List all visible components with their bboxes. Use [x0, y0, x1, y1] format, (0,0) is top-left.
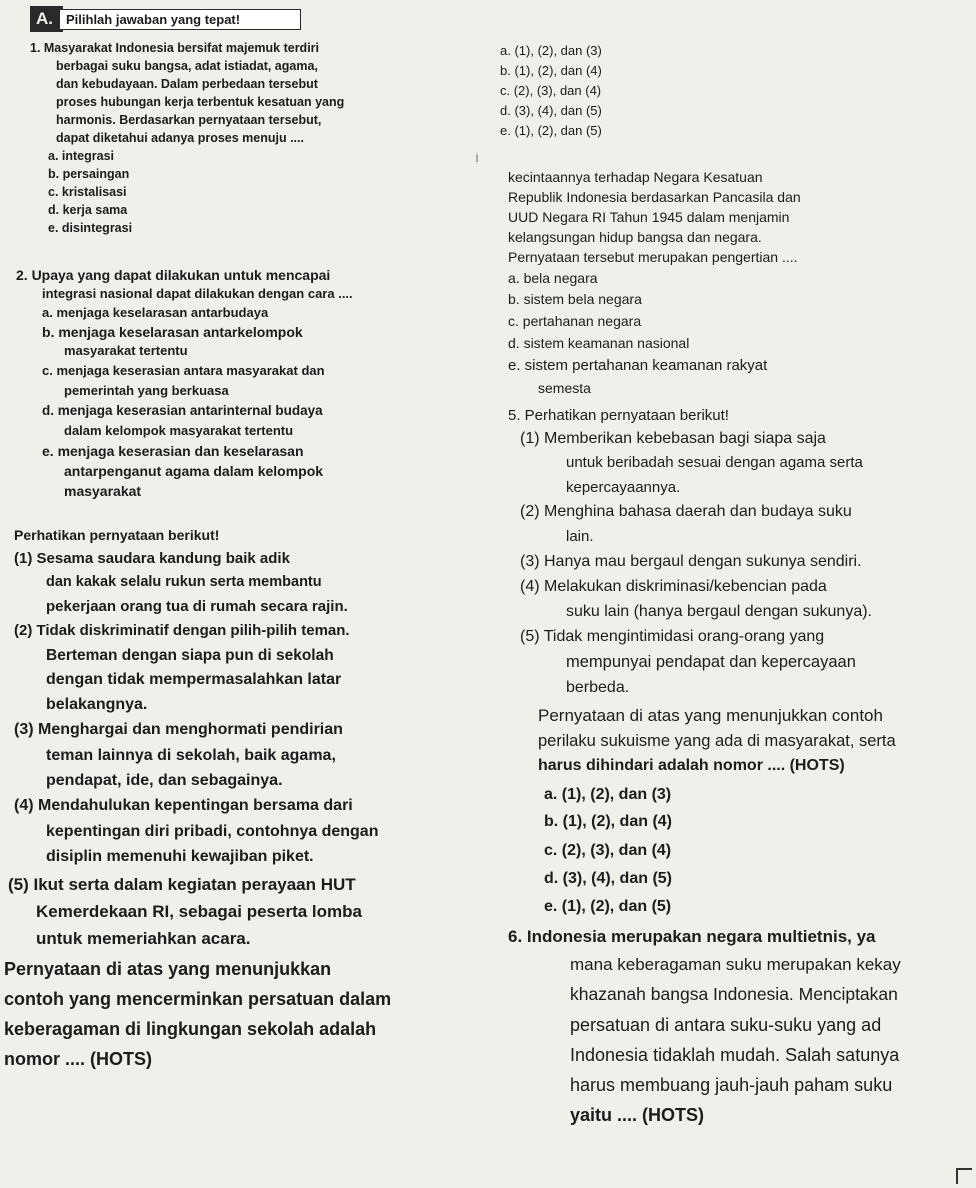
q6-line-5: harus membuang jauh-jauh paham suku	[570, 1075, 893, 1095]
q6-line-3: persatuan di antara suku-suku yang ad	[570, 1015, 882, 1035]
q6-line-4: Indonesia tidaklah mudah. Salah satunya	[570, 1045, 900, 1065]
q4-line-3: UUD Negara RI Tahun 1945 dalam menjamin	[508, 209, 790, 225]
q3-line-15: Kemerdekaan RI, sebagai peserta lomba	[36, 902, 362, 921]
q5-line-4: (2) Menghina bahasa daerah dan budaya suku	[520, 503, 852, 520]
page-corner-mark	[956, 1168, 972, 1184]
q5-line-9: (5) Tidak mengintimidasi orang-orang yang	[520, 628, 825, 645]
q3-line-13: disiplin memenuhi kewajiban piket.	[46, 848, 314, 865]
q1-answer-e: e. (1), (2), dan (5)	[500, 123, 602, 138]
q1-line-4: harmonis. Berdasarkan pernyataan tersebut,	[56, 113, 322, 127]
q3-line-1: (1) Sesama saudara kandung baik adik	[14, 550, 290, 567]
q2-line-9: e. menjaga keserasian dan keselarasan	[42, 443, 304, 459]
q1-option-a: a. integrasi	[48, 149, 114, 163]
q4-line-5: Pernyataan tersebut merupakan pengertian ....	[508, 249, 798, 265]
q1-answer-d: d. (3), (4), dan (5)	[500, 103, 602, 118]
q2-line-10: antarpenganut agama dalam kelompok	[64, 463, 324, 479]
q3-line-16: untuk memeriahkan acara.	[36, 929, 251, 948]
q4-option-e-cont: semesta	[538, 380, 591, 396]
q2-line-3: b. menjaga keselarasan antarkelompok	[42, 324, 303, 340]
section-letter: A.	[30, 6, 63, 32]
q5-line-13: perilaku sukuisme yang ada di masyarakat, serta	[538, 732, 896, 750]
q2-line-7: d. menjaga keserasian antarinternal budaya	[42, 403, 323, 418]
q2-line-6: pemerintah yang berkuasa	[64, 383, 229, 398]
q5-option-b: b. (1), (2), dan (4)	[544, 813, 672, 830]
q2-line-5: c. menjaga keserasian antara masyarakat dan	[42, 363, 325, 378]
q1-answer-b: b. (1), (2), dan (4)	[500, 63, 602, 78]
q2-line-11: masyarakat	[64, 483, 142, 499]
q3-line-12: kepentingan diri pribadi, contohnya dengan	[46, 823, 379, 840]
q3-line-6: dengan tidak mempermasalahkan latar	[46, 671, 342, 688]
q5-line-7: (4) Melakukan diskriminasi/kebencian pada	[520, 578, 827, 595]
q5-line-1: (1) Memberikan kebebasan bagi siapa saja	[520, 430, 826, 447]
q3-line-20: nomor .... (HOTS)	[4, 1049, 152, 1069]
q1-line-3: proses hubungan kerja terbentuk kesatuan yang	[56, 95, 345, 109]
q1-option-b: b. persaingan	[48, 167, 130, 181]
q1-answer-a: a. (1), (2), dan (3)	[500, 43, 602, 58]
q1-answer-c: c. (2), (3), dan (4)	[500, 83, 602, 98]
q6-line-2: khazanah bangsa Indonesia. Menciptakan	[570, 984, 898, 1004]
q1-line-2: dan kebudayaan. Dalam perbedaan tersebut	[56, 77, 318, 91]
q2-line-4: masyarakat tertentu	[64, 343, 188, 358]
q4-line-2: Republik Indonesia berdasarkan Pancasila dan	[508, 189, 801, 205]
section-header	[30, 6, 301, 32]
q6-line-6: yaitu .... (HOTS)	[570, 1105, 705, 1125]
q2-line-2: a. menjaga keselarasan antarbudaya	[42, 305, 269, 320]
q5-line-0: 5. Perhatikan pernyataan berikut!	[508, 407, 729, 424]
q4-line-0: 4. Sikap dan perilaku warga negara yang dijiwai	[476, 149, 478, 165]
q5-line-14: harus dihindari adalah nomor .... (HOTS)	[538, 757, 845, 774]
q4-option-d: d. sistem keamanan nasional	[508, 335, 690, 351]
q4-option-c: c. pertahanan negara	[508, 313, 642, 329]
q3-line-0: Perhatikan pernyataan berikut!	[14, 527, 220, 543]
q5-line-10: mempunyai pendapat dan kepercayaan	[566, 653, 856, 671]
q2-line-0: 2. Upaya yang dapat dilakukan untuk mencapai	[16, 267, 331, 283]
q1-line-0: 1. Masyarakat Indonesia bersifat majemuk terdiri	[30, 41, 320, 55]
q3-line-4: (2) Tidak diskriminatif dengan pilih-pilih teman.	[14, 622, 350, 639]
q5-line-6: (3) Hanya mau bergaul dengan sukunya sendiri.	[520, 553, 862, 570]
q5-line-2: untuk beribadah sesuai dengan agama serta	[566, 454, 863, 471]
q3-line-9: teman lainnya di sekolah, baik agama,	[46, 747, 336, 764]
q3-line-17: Pernyataan di atas yang menunjukkan	[4, 959, 332, 979]
q1-option-e: e. disintegrasi	[48, 221, 133, 235]
q3-line-18: contoh yang mencerminkan persatuan dalam	[4, 989, 392, 1009]
q3-line-11: (4) Mendahulukan kepentingan bersama dari	[14, 797, 353, 814]
q4-option-e: e. sistem pertahanan keamanan rakyat	[508, 357, 768, 374]
q3-line-5: Berteman dengan siapa pun di sekolah	[46, 647, 334, 664]
q1-option-c: c. kristalisasi	[48, 185, 127, 199]
q3-line-3: pekerjaan orang tua di rumah secara rajin.	[46, 598, 348, 615]
q1-option-d: d. kerja sama	[48, 203, 128, 217]
q3-line-8: (3) Menghargai dan menghormati pendirian	[14, 721, 343, 738]
q6-line-0: 6. Indonesia merupakan negara multietnis, ya	[508, 927, 876, 946]
q5-line-12: Pernyataan di atas yang menunjukkan contoh	[538, 706, 883, 725]
q6-line-1: mana keberagaman suku merupakan kekay	[570, 955, 901, 974]
q3-line-14: (5) Ikut serta dalam kegiatan perayaan HUT	[8, 875, 356, 894]
q5-line-8: suku lain (hanya bergaul dengan sukunya).	[566, 603, 872, 620]
q5-line-11: berbeda.	[566, 679, 630, 696]
q5-option-a: a. (1), (2), dan (3)	[544, 786, 672, 803]
q3-line-19: keberagaman di lingkungan sekolah adalah	[4, 1019, 377, 1039]
section-title: Pilihlah jawaban yang tepat!	[59, 9, 301, 30]
q2-line-8: dalam kelompok masyarakat tertentu	[64, 423, 294, 438]
q5-line-3: kepercayaannya.	[566, 479, 681, 496]
q3-line-10: pendapat, ide, dan sebagainya.	[46, 772, 283, 789]
q4-option-b: b. sistem bela negara	[508, 291, 642, 307]
q5-option-d: d. (3), (4), dan (5)	[544, 870, 672, 887]
q3-line-2: dan kakak selalu rukun serta membantu	[46, 574, 322, 590]
q5-option-c: c. (2), (3), dan (4)	[544, 842, 672, 859]
q4-line-1: kecintaannya terhadap Negara Kesatuan	[508, 169, 763, 185]
q4-line-4: kelangsungan hidup bangsa dan negara.	[508, 229, 762, 245]
q3-line-7: belakangnya.	[46, 696, 148, 713]
q5-line-5: lain.	[566, 528, 594, 545]
q1-line-1: berbagai suku bangsa, adat istiadat, agama,	[56, 59, 318, 73]
q1-line-5: dapat diketahui adanya proses menuju ....	[56, 131, 304, 145]
q5-option-e: e. (1), (2), dan (5)	[544, 898, 672, 915]
q4-option-a: a. bela negara	[508, 270, 598, 286]
q2-line-1: integrasi nasional dapat dilakukan dengan cara ....	[42, 286, 353, 301]
